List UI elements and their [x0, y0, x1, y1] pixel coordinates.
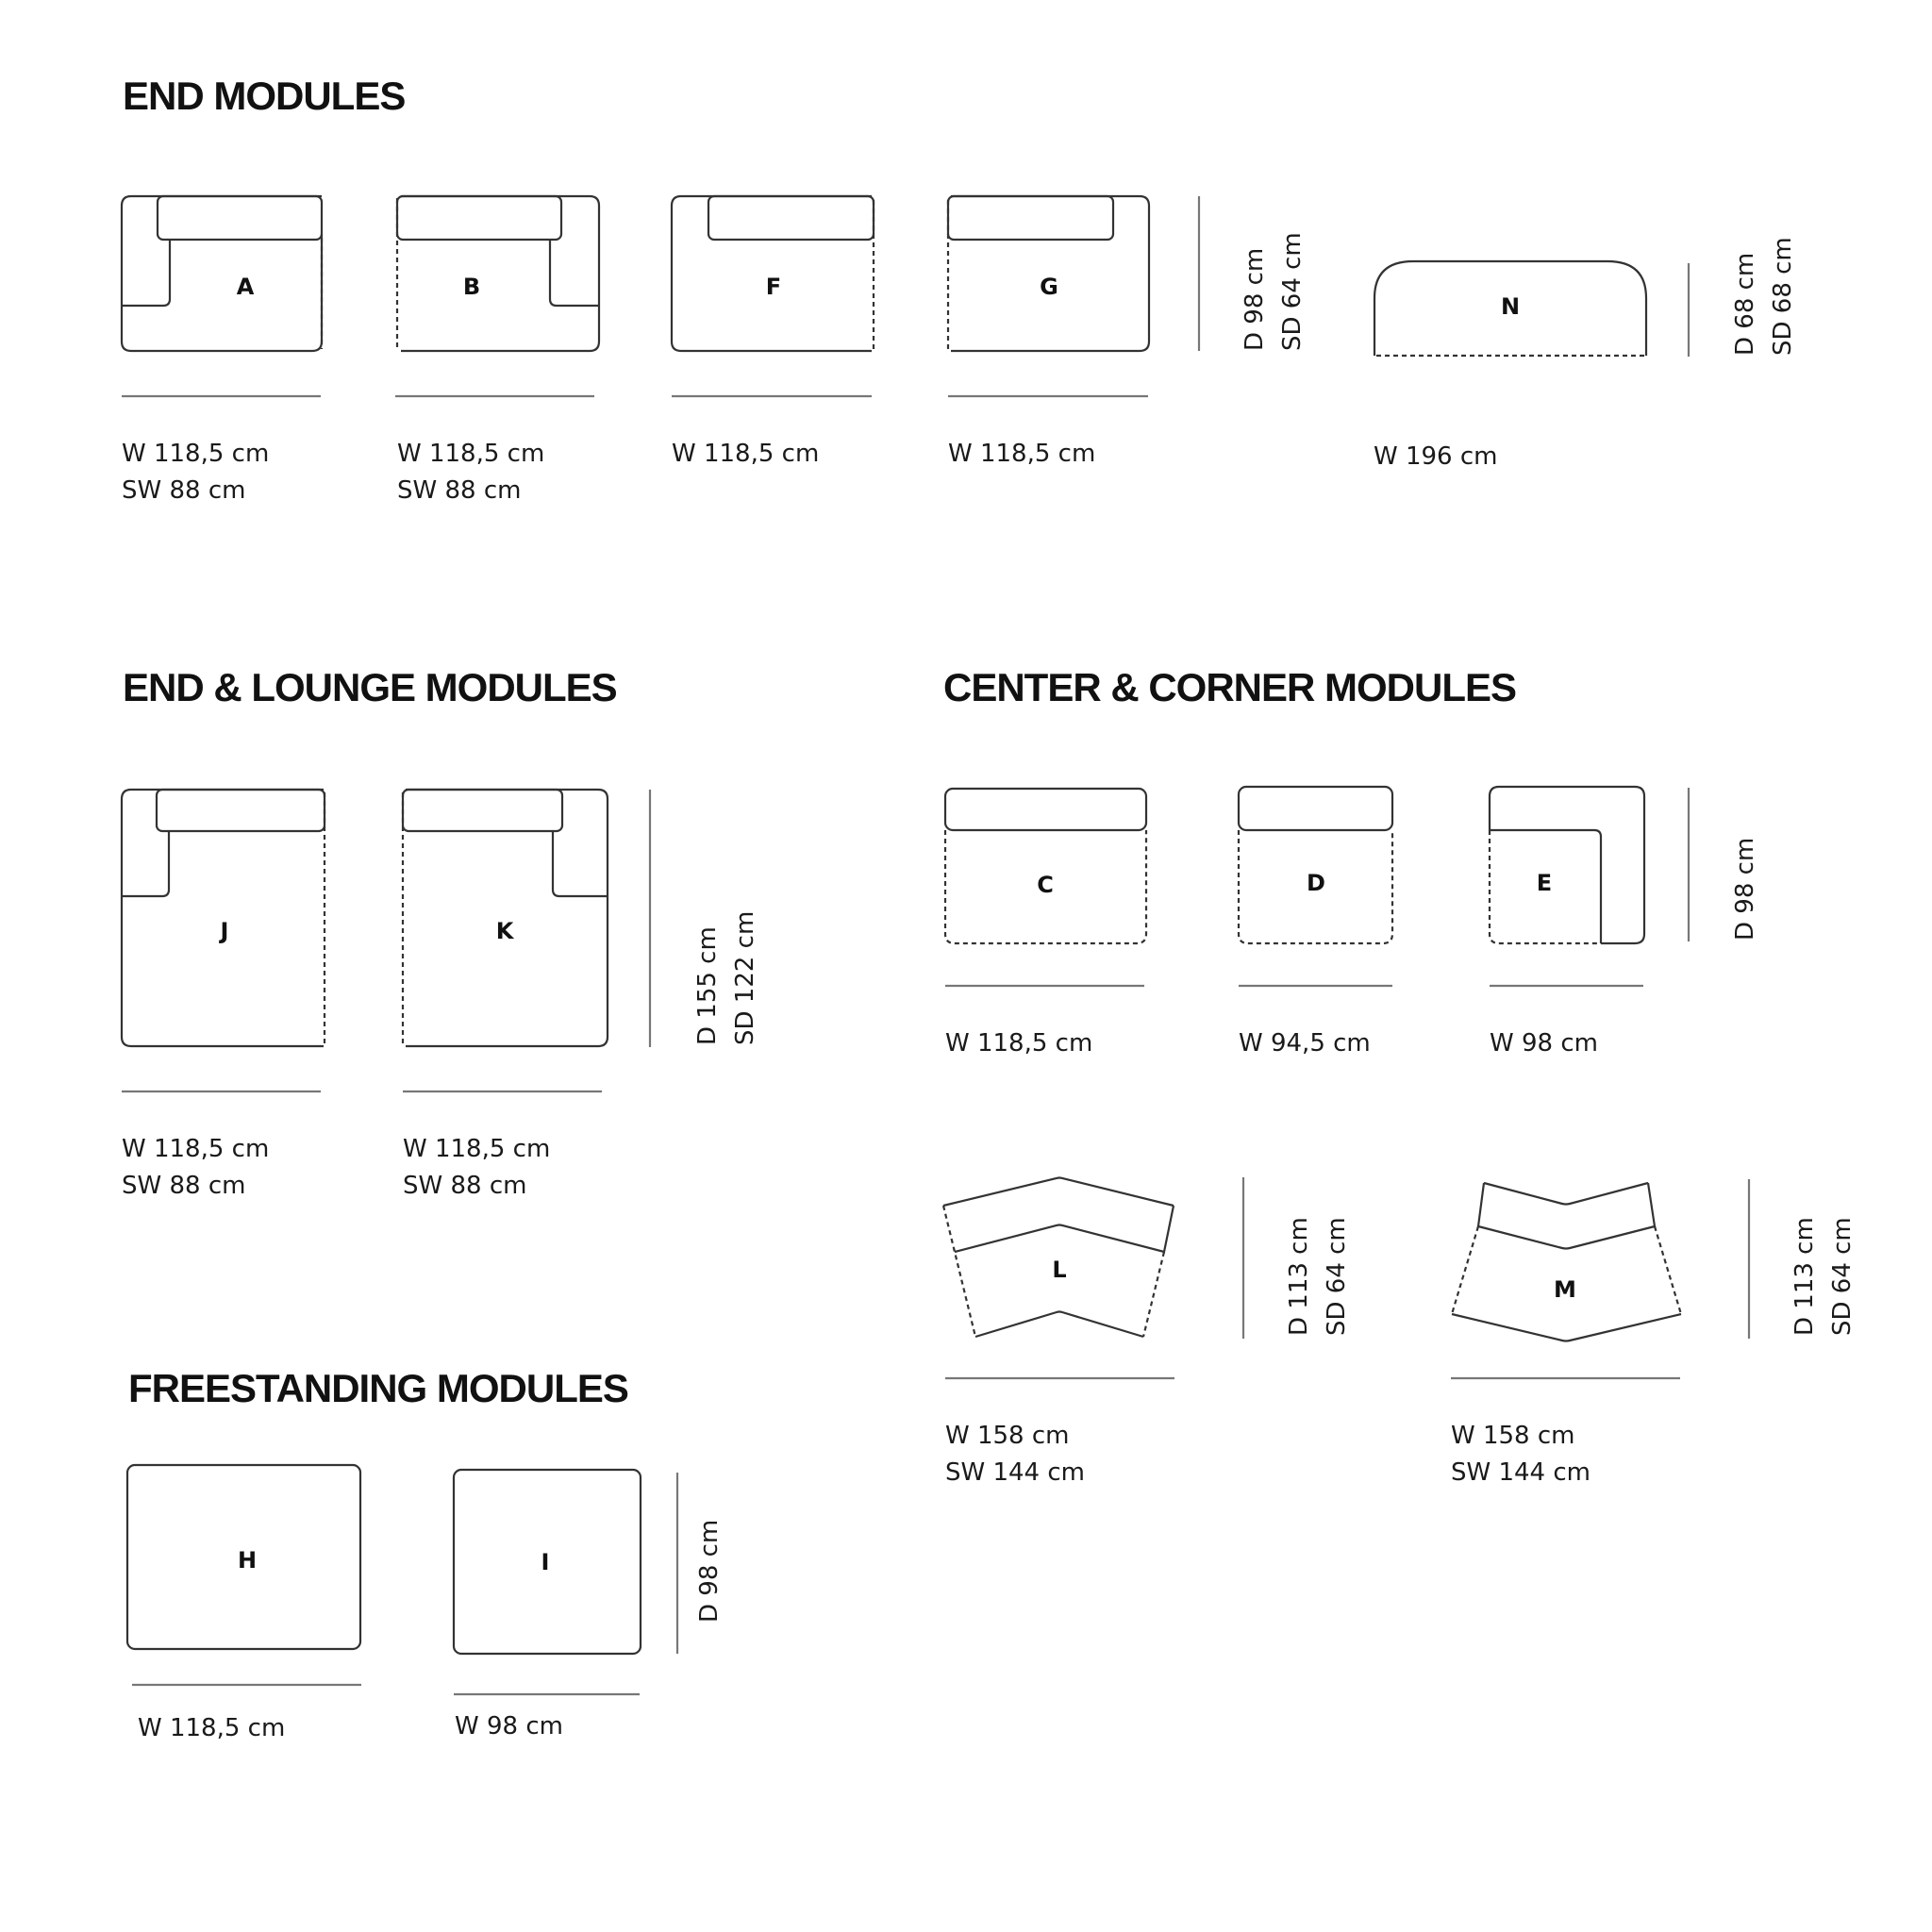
- module-g-label: G: [1040, 274, 1058, 300]
- module-b: [395, 196, 599, 505]
- depth-m-row: [1749, 1179, 1857, 1339]
- module-k-label: K: [495, 918, 514, 944]
- module-b-width: W 118,5 cm: [397, 440, 545, 468]
- module-k-width: W 118,5 cm: [403, 1135, 551, 1163]
- module-l-seat-width: SW 144 cm: [945, 1458, 1085, 1487]
- depth-m-row-d: D 113 cm: [1790, 1217, 1819, 1336]
- module-m: [1451, 1183, 1681, 1487]
- section-title-freestanding-modules: FREESTANDING MODULES: [128, 1366, 628, 1410]
- module-a-shape: [122, 196, 322, 351]
- module-c-label: C: [1037, 872, 1054, 898]
- depth-lounge-row-sd: SD 122 cm: [731, 910, 759, 1045]
- module-l: [943, 1178, 1174, 1488]
- module-d: [1239, 787, 1392, 1058]
- module-d-width: W 94,5 cm: [1239, 1029, 1371, 1058]
- depth-free-row: [677, 1473, 724, 1654]
- module-f-width: W 118,5 cm: [672, 440, 820, 468]
- module-b-seat-width: SW 88 cm: [397, 476, 522, 505]
- module-e-label: E: [1536, 870, 1553, 896]
- module-a-seat-width: SW 88 cm: [122, 476, 246, 505]
- section-title-end-modules: END MODULES: [123, 74, 406, 118]
- module-b-label: B: [462, 274, 481, 300]
- module-a: [122, 196, 322, 505]
- depth-n-row-d: D 68 cm: [1731, 252, 1759, 356]
- module-j-label: J: [220, 918, 229, 944]
- module-b-shape: [397, 196, 599, 351]
- module-g: [948, 196, 1149, 468]
- depth-free-row-d: D 98 cm: [695, 1519, 724, 1623]
- module-l-width: W 158 cm: [945, 1422, 1070, 1450]
- module-g-width: W 118,5 cm: [948, 440, 1096, 468]
- depth-m-row-sd: SD 64 cm: [1828, 1217, 1857, 1336]
- module-n-label: N: [1500, 293, 1521, 320]
- module-i: [454, 1470, 641, 1740]
- module-k: [403, 790, 608, 1200]
- module-j: [122, 790, 325, 1200]
- module-k-seat-width: SW 88 cm: [403, 1172, 527, 1200]
- module-e-width: W 98 cm: [1490, 1029, 1598, 1058]
- depth-center-row-d: D 98 cm: [1731, 837, 1759, 941]
- module-j-seat-width: SW 88 cm: [122, 1172, 246, 1200]
- depth-end-row-d: D 98 cm: [1241, 247, 1269, 351]
- module-l-label: L: [1052, 1257, 1067, 1283]
- module-a-label: A: [236, 274, 255, 300]
- module-i-label: I: [541, 1549, 550, 1575]
- module-c-width: W 118,5 cm: [945, 1029, 1093, 1058]
- module-d-label: D: [1307, 870, 1325, 896]
- section-title-end-lounge-modules: END & LOUNGE MODULES: [123, 665, 617, 709]
- depth-center-row: [1689, 788, 1759, 941]
- module-h-label: H: [237, 1547, 258, 1574]
- depth-end-row-sd: SD 64 cm: [1278, 232, 1307, 351]
- module-h-width: W 118,5 cm: [138, 1714, 286, 1742]
- depth-lounge-row-d: D 155 cm: [693, 926, 722, 1045]
- module-e: [1490, 787, 1644, 1058]
- module-m-width: W 158 cm: [1451, 1422, 1575, 1450]
- module-a-width: W 118,5 cm: [122, 440, 270, 468]
- depth-lounge-row: [650, 790, 759, 1047]
- module-j-width: W 118,5 cm: [122, 1135, 270, 1163]
- module-c-shape: [945, 789, 1146, 943]
- section-title-center-corner-modules: CENTER & CORNER MODULES: [943, 665, 1517, 709]
- depth-l-row: [1243, 1177, 1351, 1339]
- module-i-width: W 98 cm: [455, 1712, 563, 1740]
- depth-n-row: [1689, 237, 1797, 357]
- depth-n-row-sd: SD 68 cm: [1769, 237, 1797, 356]
- depth-end-row: [1199, 196, 1307, 351]
- module-e-shape: [1490, 787, 1644, 943]
- module-m-shape: [1452, 1183, 1681, 1341]
- module-f: [672, 196, 874, 468]
- module-d-shape: [1239, 787, 1392, 943]
- module-f-label: F: [765, 274, 782, 300]
- module-n-width: W 196 cm: [1374, 442, 1498, 471]
- module-m-seat-width: SW 144 cm: [1451, 1458, 1591, 1487]
- module-m-label: M: [1554, 1276, 1576, 1303]
- module-c: [945, 789, 1146, 1058]
- depth-l-row-sd: SD 64 cm: [1323, 1217, 1351, 1336]
- module-h: [127, 1465, 361, 1742]
- module-n: [1374, 261, 1646, 471]
- depth-l-row-d: D 113 cm: [1285, 1217, 1313, 1336]
